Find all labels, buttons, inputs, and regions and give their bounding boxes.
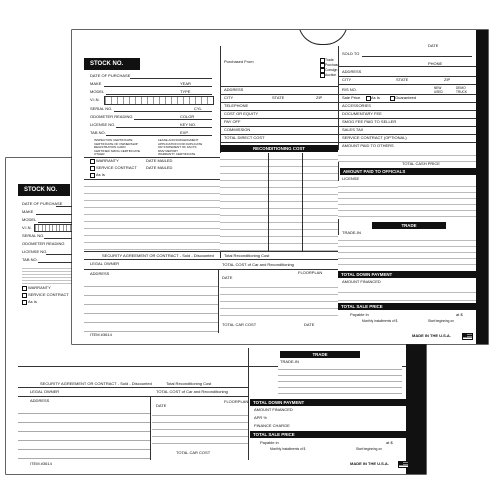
front-item-no: ITEM #3614 bbox=[90, 332, 112, 337]
front-cbr-2: APPLICATION FOR DUPLICATE bbox=[158, 141, 203, 146]
front-us-flag-icon bbox=[462, 333, 473, 340]
thumb-notch bbox=[298, 30, 348, 45]
front-right-edge bbox=[476, 30, 488, 344]
front-recon-header: RECONDITIONING COST bbox=[220, 145, 338, 152]
front-color: COLOR bbox=[180, 114, 195, 119]
front-as-is-checkbox[interactable] bbox=[90, 173, 95, 178]
front-flag-auction: Auction bbox=[325, 73, 337, 77]
front-demo: DEMO bbox=[456, 86, 466, 90]
back-trade-header: TRADE bbox=[280, 351, 360, 358]
front-envelope bbox=[72, 30, 488, 344]
front-cost-equity: COST OR EQUITY bbox=[224, 111, 259, 116]
back-serial-no: SERIAL NO. bbox=[22, 233, 45, 238]
front-make: MAKE bbox=[90, 81, 102, 86]
back-down-payment-header: TOTAL DOWN PAYMENT bbox=[250, 399, 406, 406]
front-officials-header: AMOUNT PAID TO OFFICIALS bbox=[340, 168, 476, 175]
front-service-contract: SERVICE CONTRACT bbox=[96, 165, 137, 170]
back-odometer: ODOMETER READING bbox=[22, 241, 65, 246]
front-left-address: ADDRESS bbox=[90, 271, 110, 276]
back-total-sale-header: TOTAL SALE PRICE bbox=[250, 431, 406, 438]
back-service-contract: SERVICE CONTRACT bbox=[28, 292, 69, 297]
front-officials-rules bbox=[338, 181, 476, 219]
front-key-no: KEY NO. bbox=[180, 122, 197, 127]
back-start-beginning: Start beginning on bbox=[356, 447, 382, 451]
front-cb-4: CERTIFIED SMOG CERTIFICATE bbox=[94, 148, 141, 153]
front-total-cost-car: TOTAL COST of Car and Reconditioning bbox=[222, 262, 294, 267]
front-cbr-1: LEASE ACKNOWLEDGMENT bbox=[158, 138, 199, 142]
back-as-is-checkbox[interactable] bbox=[22, 300, 27, 305]
front-sale-price: Sale Price bbox=[342, 95, 361, 100]
front-serial-no: SERIAL NO. bbox=[90, 106, 113, 111]
front-left-blank-rules bbox=[84, 180, 220, 250]
back-trade-in: TRADE-IN bbox=[280, 359, 299, 364]
front-date-mailed-2: DATE MAILED bbox=[146, 165, 173, 170]
front-flag-consign: Consign bbox=[325, 68, 338, 72]
front-new: NEW bbox=[434, 86, 442, 90]
front-cost-telephone: TELEPHONE bbox=[224, 103, 249, 108]
front-down-payment-header: TOTAL DOWN PAYMENT bbox=[338, 271, 476, 278]
front-cb-1: INSPECTION CERTIFICATE bbox=[94, 138, 133, 142]
back-us-flag-icon bbox=[398, 461, 409, 468]
front-license-no: LICENSE NO. bbox=[90, 122, 116, 127]
back-grid-date: DATE bbox=[156, 403, 167, 408]
front-exp: EXP. bbox=[180, 130, 189, 135]
front-as-is-sale: As Is bbox=[371, 95, 380, 100]
back-legal-owner: LEGAL OWNER bbox=[30, 389, 60, 394]
front-stock-no-label: STOCK NO. bbox=[84, 58, 140, 70]
front-zip: ZIP bbox=[444, 77, 451, 82]
front-cb-3: REGISTRATION CARD bbox=[94, 145, 126, 149]
front-cost-total-direct: TOTAL DIRECT COST bbox=[224, 135, 265, 140]
front-total-cash-price: TOTAL CASH PRICE bbox=[402, 161, 440, 166]
front-as-is: As Is bbox=[96, 172, 105, 177]
front-used: USED bbox=[434, 90, 443, 94]
front-grid-date: DATE bbox=[222, 275, 233, 280]
front-cost-address: ADDRESS bbox=[224, 87, 244, 92]
back-total-cost-car: TOTAL COST of Car and Reconditioning bbox=[156, 389, 228, 394]
front-trade-rules bbox=[338, 235, 476, 267]
front-payable: Payable in bbox=[350, 312, 369, 317]
back-amount-financed: AMOUNT FINANCED bbox=[254, 407, 293, 412]
front-cb-2: CERTIFICATE OF OWNERSHIP bbox=[94, 141, 138, 146]
back-warranty-checkbox[interactable] bbox=[22, 286, 27, 291]
front-total-sale-header: TOTAL SALE PRICE bbox=[338, 303, 476, 310]
front-vin-boxes bbox=[104, 96, 214, 105]
front-flag-trade: Trade bbox=[325, 58, 334, 62]
front-model: MODEL bbox=[90, 89, 105, 94]
back-left-rules bbox=[18, 405, 150, 459]
back-payable: Payable in bbox=[260, 440, 279, 445]
front-date: DATE bbox=[428, 43, 439, 48]
front-odometer: ODOMETER READING bbox=[90, 114, 133, 119]
back-checkbox-block bbox=[22, 266, 78, 284]
front-cbr-4: DMV REPORT bbox=[158, 148, 178, 153]
front-date-col: DATE bbox=[304, 322, 315, 327]
back-grid-rules bbox=[152, 409, 248, 445]
front-state: STATE bbox=[396, 77, 409, 82]
back-left-address: ADDRESS bbox=[30, 398, 50, 403]
back-total-car-cost: TOTAL CAR COST bbox=[176, 450, 211, 455]
back-service-contract-checkbox[interactable] bbox=[22, 293, 27, 298]
front-vin: V.I.N. bbox=[90, 97, 100, 102]
front-date-mailed-1: DATE MAILED bbox=[146, 158, 173, 163]
back-trade-rules bbox=[278, 364, 402, 396]
front-recon-rules bbox=[220, 153, 338, 251]
front-accessories: ACCESSORIES bbox=[342, 103, 371, 108]
front-city: CITY bbox=[342, 77, 352, 82]
back-floorplan: FLOORPLAN bbox=[224, 399, 249, 404]
front-service-contract-checkbox[interactable] bbox=[90, 166, 95, 171]
front-warranty-checkbox[interactable] bbox=[90, 159, 95, 164]
front-guaranteed: Guaranteed bbox=[395, 95, 417, 100]
front-grid-rules bbox=[220, 281, 338, 317]
front-phone: PHONE bbox=[428, 61, 443, 66]
back-total-recon: Total Reconditioning Cost bbox=[166, 381, 212, 386]
back-at: at $ bbox=[386, 440, 393, 445]
front-total-car-cost: TOTAL CAR COST bbox=[222, 322, 257, 327]
back-make: MAKE bbox=[22, 209, 34, 214]
back-model: MODEL bbox=[22, 217, 37, 222]
front-legal-owner: LEGAL OWNER bbox=[90, 261, 120, 266]
back-item-no: ITEM #3614 bbox=[30, 461, 52, 466]
front-smog-fee-seller: SMOG FEE PAID TO SELLER bbox=[342, 119, 397, 124]
back-apr: APR % bbox=[254, 415, 267, 420]
front-left-rules bbox=[84, 278, 218, 332]
front-cost-state: STATE bbox=[272, 95, 285, 100]
back-vin: V.I.N. bbox=[22, 225, 32, 230]
back-finance-charge: FINANCE CHARGE bbox=[254, 423, 290, 428]
front-purchased-from: Purchased From bbox=[224, 59, 254, 64]
front-amount-financed: AMOUNT FINANCED bbox=[342, 279, 381, 284]
front-security: SECURITY AGREEMENT OR CONTRACT - Sold - Discounted bbox=[102, 253, 214, 258]
front-cyl: CYL bbox=[194, 106, 202, 111]
front-year: YEAR bbox=[180, 81, 191, 86]
front-off-license: LICENSE bbox=[342, 176, 360, 181]
front-made-in: MADE IN THE U.S.A. bbox=[412, 333, 451, 338]
front-floorplan: FLOORPLAN bbox=[298, 270, 323, 275]
front-cbr-5: WARRANTY CERTIFICATE bbox=[158, 152, 196, 156]
front-service-contract-optional: SERVICE CONTRACT (OPTIONAL) bbox=[342, 135, 407, 140]
front-documentary-fee: DOCUMENTARY FEE bbox=[342, 111, 382, 116]
front-cbr-3: OR STATEMENT OF FACTS bbox=[158, 145, 197, 149]
front-cb-5: OTHER bbox=[94, 152, 105, 156]
front-address: ADDRESS bbox=[342, 69, 362, 74]
front-cost-payoff: PAY OFF bbox=[224, 119, 241, 124]
front-amount-paid-others: AMOUNT PAID TO OTHERS bbox=[342, 143, 394, 148]
front-trade-header: TRADE bbox=[372, 222, 446, 229]
back-warranty: WARRANTY bbox=[28, 285, 51, 290]
front-monthly: Monthly Installments of $ bbox=[362, 319, 398, 323]
back-stock-no-label: STOCK NO. bbox=[18, 184, 70, 196]
front-rs-no: R/S NO. bbox=[342, 87, 357, 92]
front-trade-in: TRADE-IN bbox=[342, 230, 361, 235]
back-as-is: As Is bbox=[28, 299, 37, 304]
front-truck: TRUCK bbox=[456, 90, 467, 94]
back-security: SECURITY AGREEMENT OR CONTRACT - Sold - Discounted bbox=[40, 381, 152, 386]
front-warranty: WARRANTY bbox=[96, 158, 119, 163]
front-flag-purchase: Purchase bbox=[325, 63, 340, 67]
front-date-of-purchase: DATE OF PURCHASE bbox=[90, 73, 131, 78]
back-license-no: LICENSE NO. bbox=[22, 249, 48, 254]
front-cost-city: CITY bbox=[224, 95, 234, 100]
front-cost-zip: ZIP bbox=[316, 95, 323, 100]
back-date-of-purchase: DATE OF PURCHASE bbox=[22, 201, 63, 206]
front-sales-tax: SALES TAX bbox=[342, 127, 364, 132]
front-type: TYPE bbox=[180, 89, 191, 94]
back-tab-no: TAB NO. bbox=[22, 257, 38, 262]
front-at: at $ bbox=[456, 312, 463, 317]
back-monthly: Monthly Installments of $ bbox=[270, 447, 306, 451]
back-made-in: MADE IN THE U.S.A. bbox=[350, 461, 389, 466]
front-total-recon: Total Reconditioning Cost bbox=[224, 253, 270, 258]
front-finance-rules bbox=[338, 285, 476, 301]
front-tab-no: TAB NO. bbox=[90, 130, 106, 135]
front-sold-to: SOLD TO bbox=[342, 51, 360, 56]
front-start-beginning: Start beginning on bbox=[428, 319, 454, 323]
front-cost-commission: COMMISSION bbox=[224, 127, 251, 132]
